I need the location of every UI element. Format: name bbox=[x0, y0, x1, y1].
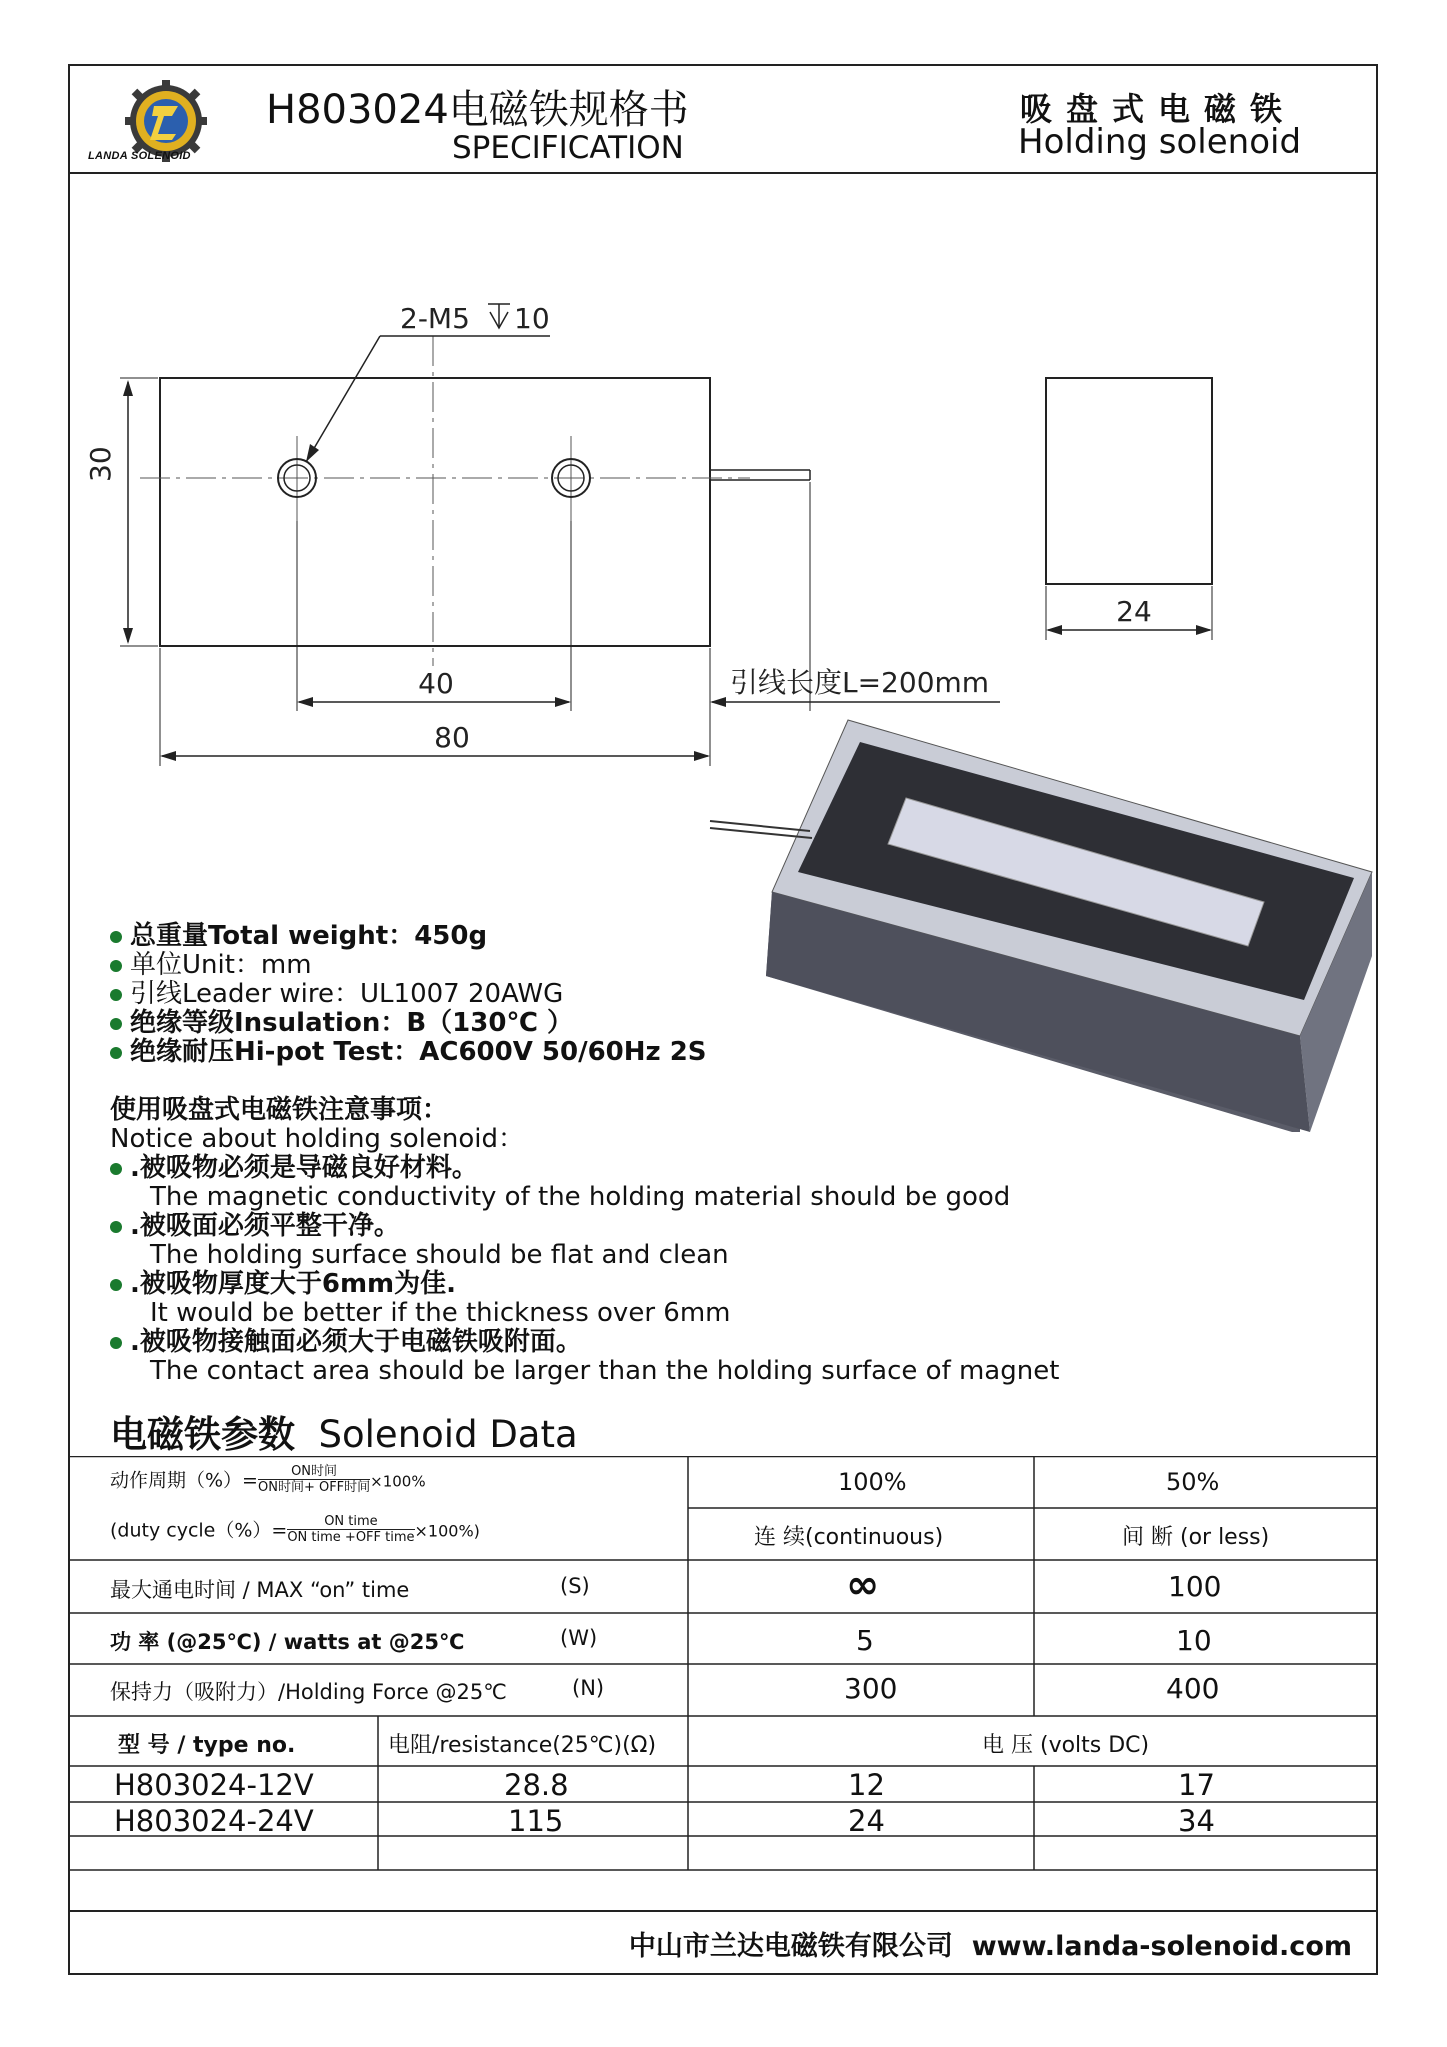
model-voltage-intermittent: 17 bbox=[1178, 1768, 1215, 1802]
spec-leader-wire: 引线Leader wire：UL1007 20AWG bbox=[110, 980, 707, 1009]
duty-cycle-en: (duty cycle（%）= $\frac{\text{ON time}}{\text{ON time +OFF time}}$ ×100%) bbox=[110, 1514, 480, 1545]
notice-item-cn: .被吸物必须是导磁良好材料。 bbox=[110, 1154, 1059, 1183]
row-watts-label: 功 率 (@25℃) / watts at @25℃ bbox=[110, 1630, 465, 1654]
row-force-v2: 400 bbox=[1166, 1672, 1220, 1705]
depth-symbol-icon bbox=[488, 304, 510, 328]
dim-width: 24 bbox=[1116, 595, 1152, 628]
notice-item-cn: .被吸物厚度大于6mm为佳. bbox=[110, 1270, 1059, 1299]
spec-weight: 总重量Total weight：450g bbox=[110, 922, 707, 951]
data-section-title: 电磁铁参数 Solenoid Data bbox=[110, 1413, 578, 1456]
voltage-header: 电 压 (volts DC) bbox=[982, 1733, 1150, 1758]
row-force-label: 保持力（吸附力）/Holding Force @25℃ bbox=[110, 1680, 507, 1704]
row-max-on-time-label: 最大通电时间 / MAX “on” time bbox=[110, 1578, 410, 1602]
notice-item-en: The magnetic conductivity of the holding material should be good bbox=[150, 1182, 1011, 1212]
notice-section bbox=[110, 1096, 1059, 1386]
model-voltage-continuous: 24 bbox=[848, 1804, 885, 1838]
model-resistance: 115 bbox=[508, 1804, 564, 1838]
spec-unit: 单位Unit：mm bbox=[110, 951, 707, 980]
model-resistance: 28.8 bbox=[504, 1768, 569, 1802]
logo-text: LANDA SOLENOID bbox=[88, 150, 191, 162]
spec-hipot: 绝缘耐压Hi-pot Test：AC600V 50/60Hz 2S bbox=[110, 1038, 707, 1067]
row-watts-v2: 10 bbox=[1176, 1624, 1212, 1657]
lead-length: 引线长度L=200mm bbox=[730, 666, 990, 699]
dim-hole-spacing: 40 bbox=[418, 667, 454, 700]
model-voltage-intermittent: 34 bbox=[1178, 1804, 1215, 1838]
row-force-v1: 300 bbox=[844, 1672, 898, 1705]
notice-item-en: It would be better if the thickness over 6mm bbox=[150, 1298, 731, 1328]
notice-item-cn: .被吸物接触面必须大于电磁铁吸附面。 bbox=[110, 1328, 1059, 1357]
front-view-outline bbox=[160, 378, 710, 646]
notice-item-en: The holding surface should be flat and clean bbox=[150, 1240, 729, 1270]
thread-label: 2-M5 bbox=[400, 302, 470, 335]
spec-sheet-frame bbox=[68, 64, 1378, 1975]
row-watts-unit: (W) bbox=[560, 1626, 598, 1650]
duty-100-percent: 100% bbox=[838, 1468, 907, 1496]
notice-title-cn: 使用吸盘式电磁铁注意事项： bbox=[110, 1095, 449, 1125]
row-max-on-time-unit: (S) bbox=[560, 1574, 590, 1598]
spec-list bbox=[110, 922, 707, 1067]
model-type: H803024-12V bbox=[114, 1768, 314, 1802]
duty-cycle-cn: 动作周期（%）= $\frac{\text{ON时间}}{\text{ON时间+ OFF时间}}$ ×100% bbox=[110, 1464, 426, 1495]
spec-insulation: 绝缘等级Insulation：B（130℃ ） bbox=[110, 1009, 707, 1038]
product-type-cn: 吸盘式电磁铁 bbox=[1020, 90, 1297, 128]
row-watts-v1: 5 bbox=[856, 1624, 874, 1657]
document-title: H803024电磁铁规格书 bbox=[266, 87, 689, 133]
duty-50-percent: 50% bbox=[1166, 1468, 1220, 1496]
document-subtitle: SPECIFICATION bbox=[452, 130, 684, 166]
dim-height: 30 bbox=[84, 446, 117, 482]
notice-item-en: The contact area should be larger than the holding surface of magnet bbox=[150, 1356, 1060, 1386]
footer bbox=[629, 1924, 1352, 1963]
row-force-unit: (N) bbox=[572, 1676, 605, 1700]
model-voltage-continuous: 12 bbox=[848, 1768, 885, 1802]
company-website[interactable]: www.landa-solenoid.com bbox=[971, 1931, 1352, 1962]
model-header: 型 号 / type no. bbox=[118, 1733, 296, 1758]
product-type-en: Holding solenoid bbox=[1018, 122, 1302, 162]
mode-intermittent: 间 断 (or less) bbox=[1122, 1525, 1270, 1550]
side-view-outline bbox=[1046, 378, 1212, 584]
company-name: 中山市兰达电磁铁有限公司 bbox=[628, 1931, 953, 1962]
thread-depth: 10 bbox=[514, 302, 550, 335]
footer-divider bbox=[70, 1910, 1376, 1912]
notice-item-cn: .被吸面必须平整干净。 bbox=[110, 1212, 1059, 1241]
notice-title-en: Notice about holding solenoid： bbox=[110, 1124, 524, 1154]
row-max-on-time-v2: 100 bbox=[1168, 1570, 1222, 1603]
dim-length: 80 bbox=[434, 721, 470, 754]
model-type: H803024-24V bbox=[114, 1804, 314, 1838]
mode-continuous: 连 续(continuous) bbox=[754, 1525, 944, 1550]
resistance-header: 电阻/resistance(25℃)(Ω) bbox=[388, 1733, 657, 1758]
row-max-on-time-v1: ∞ bbox=[846, 1562, 880, 1608]
product-3d-render bbox=[710, 720, 1372, 1132]
